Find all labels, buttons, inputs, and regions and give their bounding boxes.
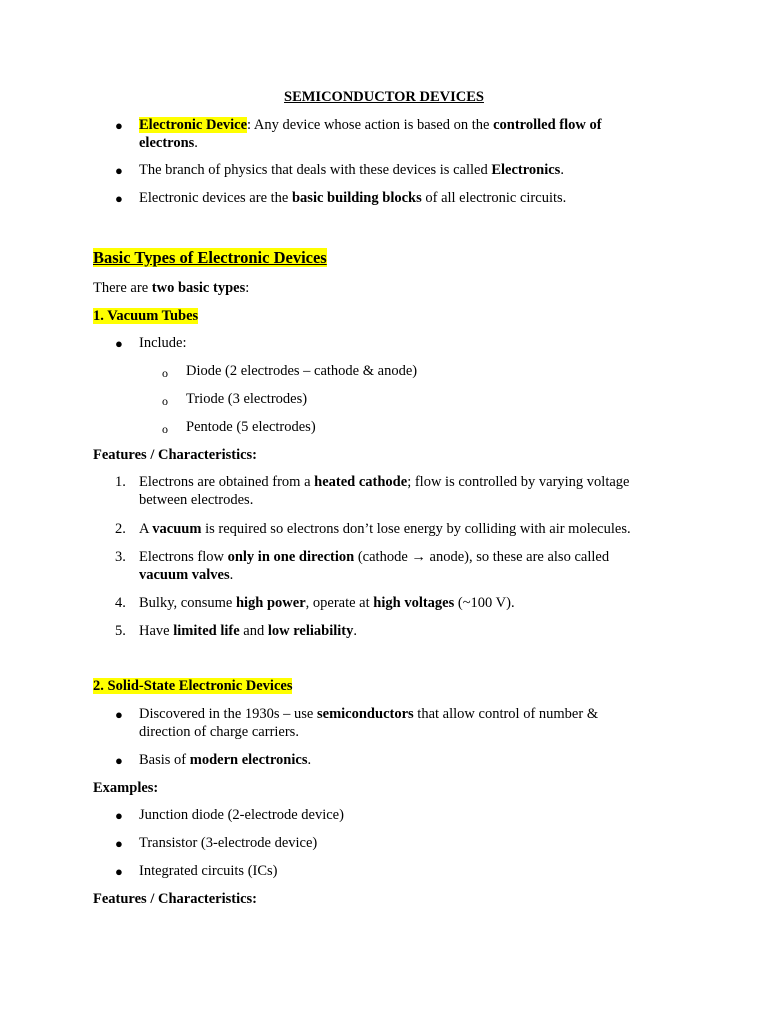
include-label: Include: — [139, 335, 187, 351]
text: : — [245, 280, 250, 296]
list-number: 1. — [115, 474, 126, 490]
examples-heading: Examples: — [93, 780, 159, 796]
solid-state-heading-text: 2. Solid-State Electronic Devices — [93, 678, 293, 694]
text: and — [239, 623, 268, 639]
features-heading: Features / Characteristics: — [93, 447, 258, 463]
bold-text: semiconductors — [317, 706, 414, 722]
list-item: Integrated circuits (ICs) — [139, 863, 278, 879]
bullet-icon: ● — [115, 808, 123, 823]
bullet-icon: ● — [115, 191, 123, 206]
text: Electrons flow — [139, 549, 228, 565]
bullet-icon: ● — [115, 864, 123, 879]
text: The branch of physics that deals with these devices is called — [139, 162, 492, 178]
feature-item-5 — [139, 622, 679, 640]
bold-text: high voltages — [373, 595, 455, 611]
list-item: Pentode (5 electrodes) — [186, 419, 316, 435]
bold-text: vacuum — [152, 521, 202, 537]
text: direction of charge carriers. — [139, 724, 299, 740]
solid-bullet-1 — [139, 705, 679, 741]
list-number: 4. — [115, 595, 126, 611]
section-heading-text: Basic Types of Electronic Devices — [93, 248, 327, 267]
bold-text: two basic types — [151, 280, 246, 296]
feature-item-3 — [139, 548, 679, 584]
list-item: Triode (3 electrodes) — [186, 391, 308, 407]
list-item: Diode (2 electrodes – cathode & anode) — [186, 363, 418, 379]
text: is required so electrons don’t lose energy by colliding with air molecules. — [201, 521, 631, 537]
bullet-icon: ● — [115, 836, 123, 851]
bold-text: vacuum valves — [139, 567, 230, 583]
circle-bullet-icon: o — [162, 394, 168, 408]
text: : Any device whose action is based on the — [247, 117, 494, 133]
text: . — [229, 567, 234, 583]
bold-text: heated cathode — [314, 474, 408, 490]
text: (cathode → anode), so these are also called — [354, 549, 610, 565]
bold-text: limited life — [173, 623, 240, 639]
vacuum-tubes-heading — [93, 307, 198, 325]
features-heading: Features / Characteristics: — [93, 891, 258, 907]
text: . — [194, 135, 198, 151]
circle-bullet-icon: o — [162, 422, 168, 436]
solid-state-heading — [93, 677, 292, 695]
bold-text: basic building blocks — [291, 190, 422, 206]
text: There are — [93, 280, 152, 296]
bullet-icon: ● — [115, 163, 123, 178]
list-number: 5. — [115, 623, 126, 639]
bullet-icon: ● — [115, 336, 123, 351]
text: Electrons are obtained from a — [139, 474, 315, 490]
bold-text: high power — [235, 595, 306, 611]
intro-bullet-2 — [139, 161, 679, 179]
text: . — [307, 752, 312, 768]
bold-text: electrons — [139, 135, 195, 151]
list-item: Junction diode (2-electrode device) — [139, 807, 344, 823]
text: Have — [139, 623, 174, 639]
text: between electrodes. — [139, 492, 254, 508]
bold-text: modern electronics — [189, 752, 308, 768]
bullet-icon: ● — [115, 707, 123, 722]
text: (~100 V). — [454, 595, 515, 611]
text: of all electronic circuits. — [421, 190, 567, 206]
section-heading — [93, 249, 327, 267]
intro-bullet-1 — [139, 116, 679, 152]
text: . — [560, 162, 564, 178]
text: , operate at — [305, 595, 374, 611]
list-number: 3. — [115, 549, 126, 565]
bold-text: controlled flow of — [493, 117, 602, 133]
bold-text: Electronics — [491, 162, 561, 178]
solid-bullet-2 — [139, 751, 679, 769]
feature-item-4 — [139, 594, 679, 612]
text: Electronic devices are the — [139, 190, 292, 206]
highlight-term: Electronic Device — [139, 117, 248, 133]
vacuum-tubes-heading-text: 1. Vacuum Tubes — [93, 308, 199, 324]
section-lead — [93, 279, 249, 297]
list-number: 2. — [115, 521, 126, 537]
page-title: SEMICONDUCTOR DEVICES — [284, 89, 484, 105]
text: that allow control of number & — [413, 706, 599, 722]
text: ; flow is controlled by varying voltage — [407, 474, 630, 490]
intro-bullet-3 — [139, 189, 679, 207]
feature-item-1 — [139, 473, 679, 509]
bullet-icon: ● — [115, 118, 123, 133]
list-item: Transistor (3-electrode device) — [139, 835, 318, 851]
bold-text: only in one direction — [227, 549, 355, 565]
feature-item-2 — [139, 520, 679, 538]
text: Basis of — [139, 752, 190, 768]
text: A — [139, 521, 153, 537]
bold-text: low reliability — [267, 623, 354, 639]
text: . — [353, 623, 358, 639]
text: Discovered in the 1930s – use — [139, 706, 317, 722]
circle-bullet-icon: o — [162, 366, 168, 380]
text: Bulky, consume — [139, 595, 236, 611]
bullet-icon: ● — [115, 753, 123, 768]
